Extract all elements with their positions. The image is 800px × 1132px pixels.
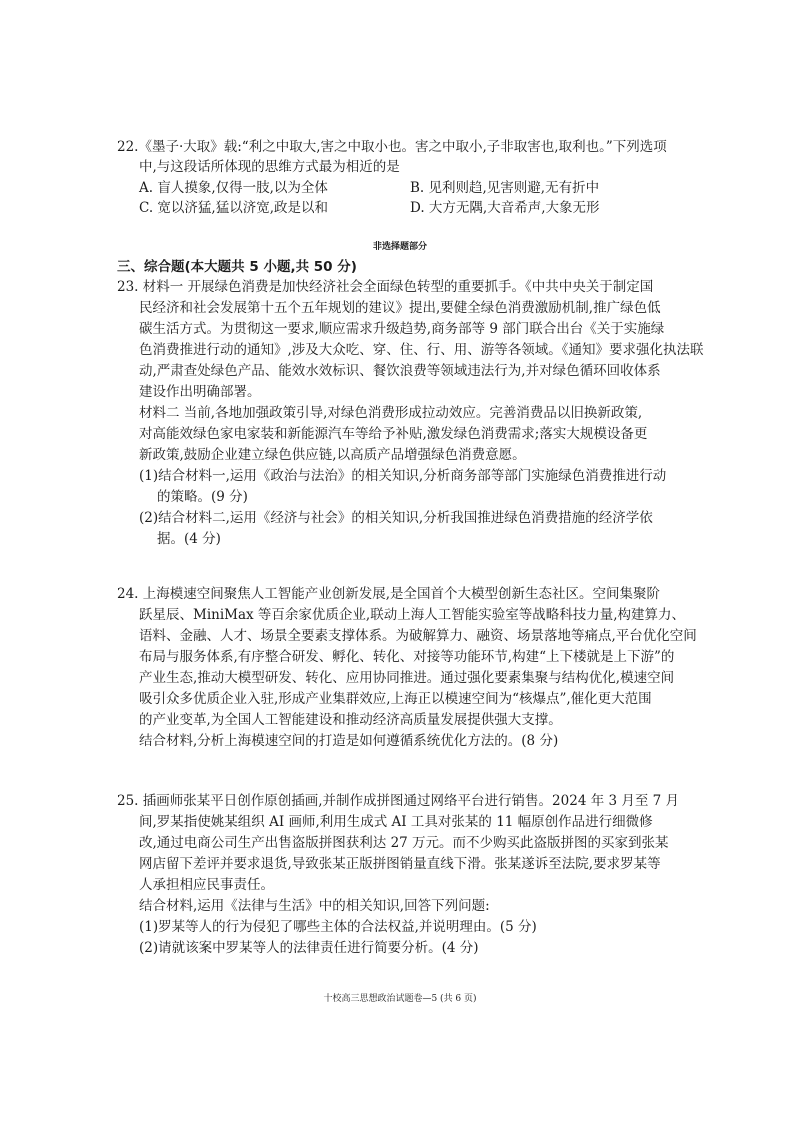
q22-option-b: B. 见利则趋,见害则避,无有折中	[410, 180, 600, 196]
q25-line-1: 25. 插画师张某平日创作原创插画,并制作成拼图通过网络平台进行销售。2024 年 3 月至 7 月	[117, 793, 680, 809]
q23-material1-line-1: 23. 材料一 开展绿色消费是加快经济社会全面绿色转型的重要抓手。《中共中央关于制定国	[117, 279, 654, 295]
q25-sub2: (2)请就该案中罗某等人的法律责任进行简要分析。(4 分)	[139, 940, 479, 956]
q22-option-c: C. 宽以济猛,猛以济宽,政是以和	[139, 200, 329, 216]
q24-line-5: 产业生态,推动大模型研发、转化、应用协同推进。通过强化要素集聚与结构优化,模速空间	[139, 670, 675, 686]
q23-material1-line-2: 民经济和社会发展第十五个五年规划的建议》提出,要健全绿色消费激励机制,推广绿色低	[139, 300, 661, 316]
q25-line-5: 人承担相应民事责任。	[139, 877, 274, 893]
q24-line-2: 跃星辰、MiniMax 等百余家优质企业,联动上海人工智能实验室等战略科技力量,构建算力、	[139, 607, 686, 623]
q23-material2-line-2: 对高能效绿色家电家装和新能源汽车等给予补贴,激发绿色消费需求;落实大规模设备更	[139, 426, 648, 442]
page-footer: 十校高三思想政治试题卷—5 (共 6 页)	[323, 994, 477, 1004]
q23-material1-line-6: 建设作出明确部署。	[139, 384, 261, 400]
q24-line-7: 的产业变革,为全国人工智能建设和推动经济高质量发展提供强大支撑。	[139, 712, 562, 728]
q25-line-4: 网店留下差评并要求退货,导致张某正版拼图销量直线下滑。张某遂诉至法院,要求罗某等	[139, 856, 661, 872]
q23-material1-line-5: 动,严肃查处绿色产品、能效水效标识、餐饮浪费等领域违法行为,并对绿色循环回收体系	[139, 363, 661, 379]
q24-ask: 结合材料,分析上海模速空间的打造是如何遵循系统优化方法的。(8 分)	[139, 733, 559, 749]
q24-line-4: 布局与服务体系,有序整合研发、孵化、转化、对接等功能环节,构建“上下楼就是上下游”的	[139, 649, 675, 665]
q25-line-3: 改,通过电商公司生产出售盗版拼图获利达 27 万元。而不少购买此盗版拼图的买家到张某	[139, 835, 669, 851]
q24-line-1: 24. 上海模速空间聚焦人工智能产业创新发展,是全国首个大模型创新生态社区。空间集聚阶	[117, 586, 661, 602]
q22-stem-line-2: 中,与这段话所体现的思维方式最为相近的是	[139, 159, 400, 175]
q23-material2-line-1: 材料二 当前,各地加强政策引导,对绿色消费形成拉动效应。完善消费品以旧换新政策,	[139, 405, 643, 421]
q22-stem-line-1: 22.《墨子·大取》载:“利之中取大,害之中取小也。害之中取小,子非取害也,取利也。”下列选项	[117, 139, 667, 155]
q23-sub2-line-2: 据。(4 分)	[157, 531, 221, 547]
part2-title: 非选择题部分	[372, 242, 427, 252]
q22-option-a: A. 盲人摸象,仅得一肢,以为全体	[139, 180, 328, 196]
q25-ask: 结合材料,运用《法律与生活》中的相关知识,回答下列问题:	[139, 898, 490, 914]
q23-material2-line-3: 新政策,鼓励企业建立绿色供应链,以高质产品增强绿色消费意愿。	[139, 447, 526, 463]
q23-sub1-line-1: (1)结合材料一,运用《政治与法治》的相关知识,分析商务部等部门实施绿色消费推进行动	[139, 468, 667, 484]
q25-sub1: (1)罗某等人的行为侵犯了哪些主体的合法权益,并说明理由。(5 分)	[139, 919, 537, 935]
q23-material1-line-4: 色消费推进行动的通知》,涉及大众吃、穿、住、行、用、游等各领域。《通知》要求强化执法联	[139, 342, 704, 358]
q23-material1-line-3: 碳生活方式。为贯彻这一要求,顺应需求升级趋势,商务部等 9 部门联合出台《关于实施绿	[139, 321, 665, 337]
q23-sub2-line-1: (2)结合材料二,运用《经济与社会》的相关知识,分析我国推进绿色消费措施的经济学依	[139, 510, 653, 526]
q23-sub1-line-2: 的策略。(9 分)	[157, 489, 248, 505]
q24-line-3: 语料、金融、人才、场景全要素支撑体系。为破解算力、融资、场景落地等痛点,平台优化空间	[139, 628, 697, 644]
q24-line-6: 吸引众多优质企业入驻,形成产业集群效应,上海正以模速空间为“核爆点”,催化更大范围	[139, 691, 652, 707]
section3-title: 三、综合题(本大题共 5 小题,共 50 分)	[117, 259, 357, 275]
q22-option-d: D. 大方无隅,大音希声,大象无形	[410, 200, 600, 216]
q25-line-2: 间,罗某指使姚某组织 AI 画师,利用生成式 AI 工具对张某的 11 幅原创作品进行细微修	[139, 814, 653, 830]
